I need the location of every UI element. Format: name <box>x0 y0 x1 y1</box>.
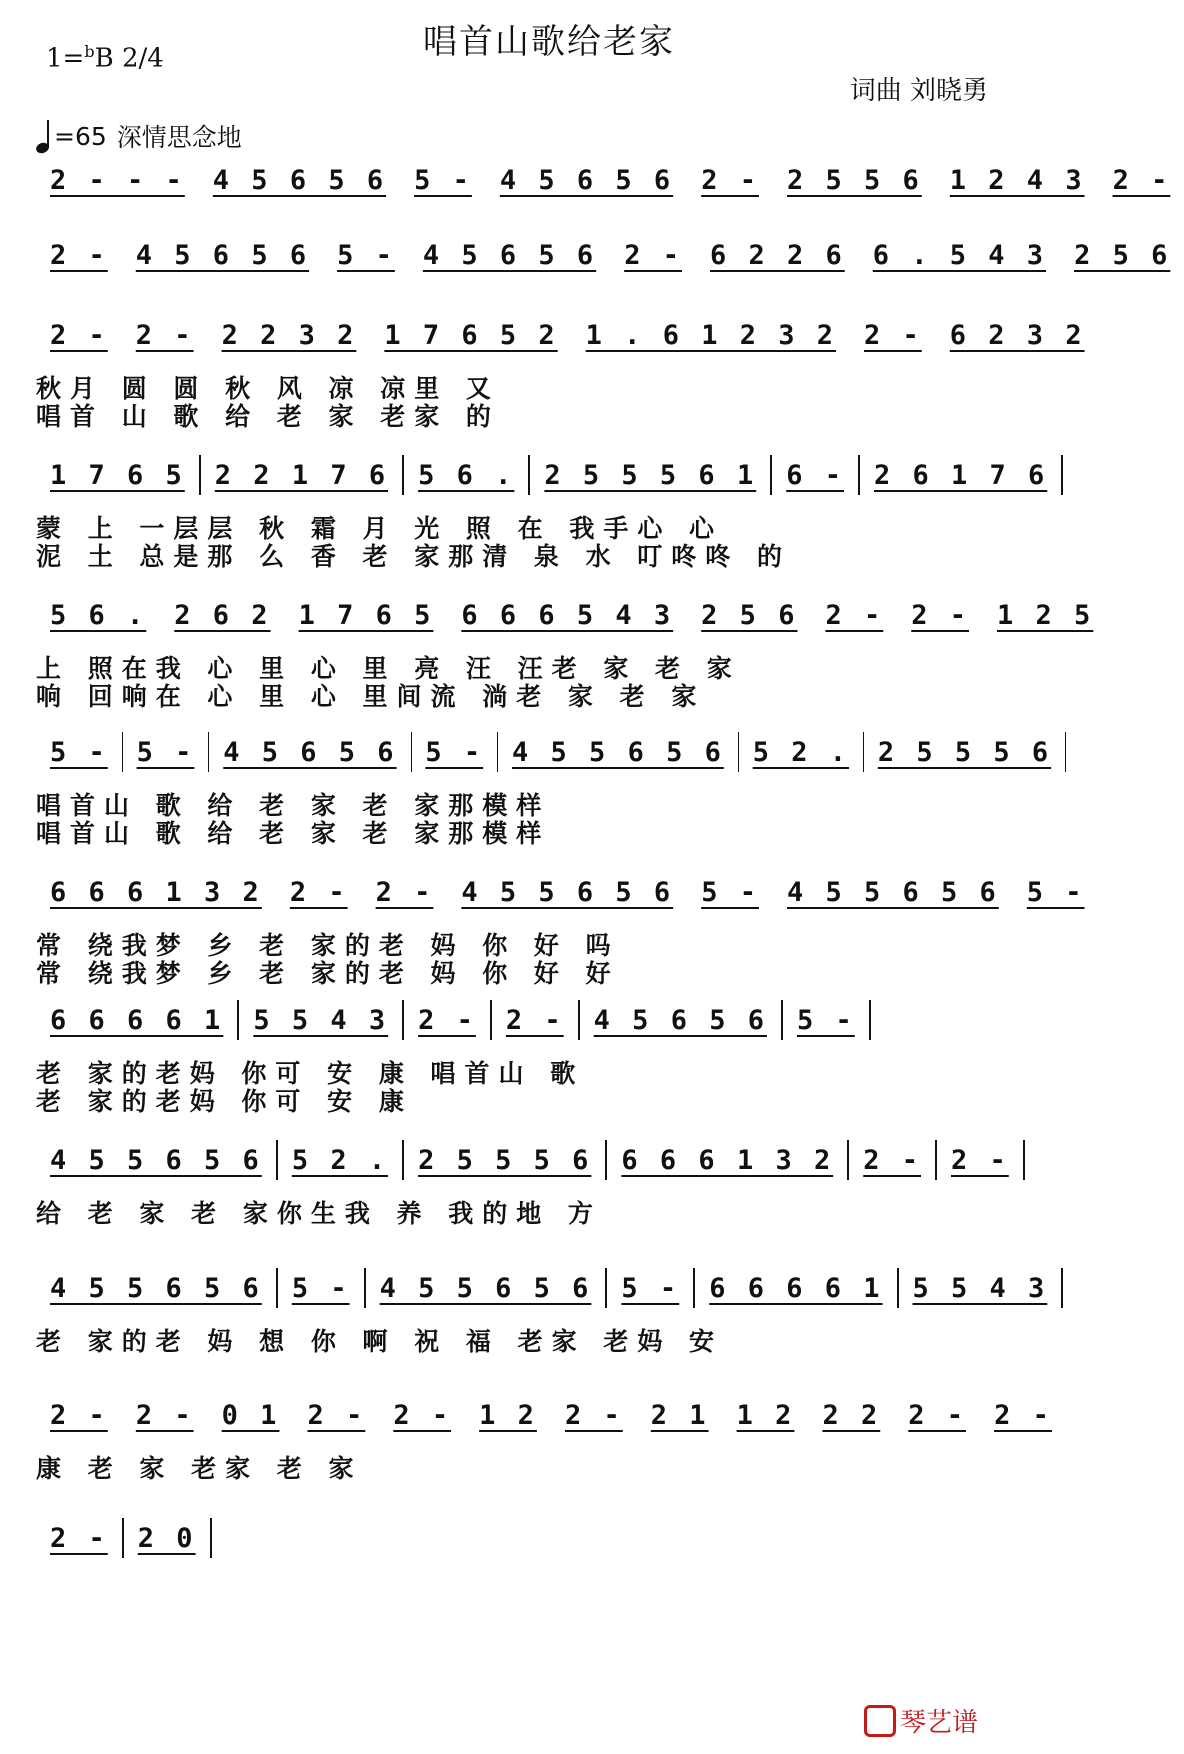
measure: 4 5 6 5 6 <box>212 164 387 196</box>
measure: 2 - - - <box>50 164 185 196</box>
measure: 2 - <box>135 1399 194 1431</box>
key-prefix: 1= <box>46 43 85 74</box>
measure: 1 . 6 1 2 3 2 <box>585 319 836 351</box>
measure: 6 . 5 4 3 <box>872 239 1047 271</box>
measure: 2 5 5 5 6 1 <box>544 459 757 491</box>
measure: 5 6 . <box>50 599 147 631</box>
notes-line <box>36 1130 1066 1190</box>
measure: 5 - <box>291 1272 350 1304</box>
measure: 2 - <box>863 1144 921 1176</box>
measure: 5 - <box>701 876 759 908</box>
measure: 5 - <box>414 164 472 196</box>
score-system <box>36 1258 1066 1378</box>
measure: 2 - <box>375 876 434 908</box>
measure: 6 6 6 5 4 3 <box>461 599 674 631</box>
score-system <box>36 722 1066 848</box>
measure: 2 2 1 7 6 <box>214 459 389 491</box>
notes-line <box>36 585 1094 645</box>
measure: 4 5 6 5 6 <box>499 164 674 196</box>
measure: 2 - <box>951 1144 1009 1176</box>
measure: 2 - <box>994 1399 1052 1431</box>
lyric-line-1: 老 家的老妈 你可 安 康 唱首山 歌 <box>36 1059 585 1088</box>
measure: 2 - <box>911 599 970 631</box>
measure: 2 6 1 7 6 <box>873 459 1048 491</box>
notes-line <box>36 445 1066 505</box>
measure: 2 - <box>135 319 194 351</box>
song-title: 唱首山歌给老家 <box>423 22 675 62</box>
measure: 2 - <box>505 1004 564 1036</box>
notes-line <box>36 1385 1066 1445</box>
measure: 2 - <box>418 1004 476 1036</box>
measure: 5 - <box>1026 876 1085 908</box>
measure: 2 5 6 <box>701 599 798 631</box>
measure: 2 - <box>307 1399 366 1431</box>
bar-line <box>869 1000 871 1040</box>
notes-line <box>36 722 1066 782</box>
measure: 2 - <box>624 239 682 271</box>
measure: 4 5 6 5 6 <box>135 239 310 271</box>
measure: 5 - <box>337 239 395 271</box>
expression-marking: 深情思念地 <box>116 123 242 152</box>
measure: 6 6 6 6 1 <box>709 1272 883 1304</box>
measure: 5 - <box>136 736 195 768</box>
measure: 2 - <box>50 319 108 351</box>
measure: 4 5 6 5 6 <box>422 239 597 271</box>
lyric-line-2: 响 回响在 心 里 心 里间流 淌老 家 老 家 <box>36 682 706 711</box>
measure: 5 - <box>796 1004 855 1036</box>
lyric-line-1: 常 绕我梦 乡 老 家的老 妈 你 好 吗 <box>36 931 620 960</box>
score-system <box>36 1130 1066 1250</box>
quarter-note-icon <box>36 119 50 153</box>
bar-line <box>1061 455 1063 495</box>
lyric-line-1: 蒙 上 一层层 秋 霜 月 光 照 在 我手心 心 <box>36 514 724 543</box>
measure: 6 2 3 2 <box>949 319 1085 351</box>
measure: 6 6 6 1 3 2 <box>621 1144 834 1176</box>
measure: 6 - <box>786 459 844 491</box>
key-signature <box>46 42 164 74</box>
measure: 2 1 <box>650 1399 709 1431</box>
watermark <box>864 1702 978 1739</box>
lyric-line-1: 给 老 家 老 家你生我 养 我的地 方 <box>36 1199 602 1228</box>
score-system <box>36 990 1066 1116</box>
measure: 4 5 6 5 6 <box>593 1004 767 1036</box>
notes-line <box>36 305 1085 365</box>
measure: 5 6 . <box>418 459 515 491</box>
lyric-line-1: 唱首山 歌 给 老 家 老 家那模样 <box>36 791 551 820</box>
notes-line <box>36 150 1171 210</box>
measure: 6 2 2 6 <box>709 239 845 271</box>
measure: 1 7 6 5 <box>298 599 434 631</box>
score-system <box>36 305 1085 431</box>
measure: 2 - <box>50 1522 108 1554</box>
measure: 6 6 6 1 3 2 <box>50 876 262 908</box>
measure: 2 5 6 <box>1074 239 1171 271</box>
measure: 4 5 5 6 5 6 <box>512 736 724 768</box>
measure: 5 - <box>425 736 484 768</box>
measure: 1 2 4 3 <box>949 164 1085 196</box>
measure: 2 6 2 <box>174 599 271 631</box>
measure: 1 2 5 <box>997 599 1094 631</box>
measure: 6 6 6 6 1 <box>50 1004 224 1036</box>
measure: 2 - <box>50 1399 108 1431</box>
bar-line <box>1023 1140 1025 1180</box>
bar-line <box>1065 732 1066 772</box>
measure: 0 1 <box>221 1399 280 1431</box>
score-system <box>36 1385 1066 1505</box>
measure: 1 7 6 5 2 <box>384 319 558 351</box>
bar-line <box>210 1518 212 1558</box>
measure: 2 2 3 2 <box>221 319 357 351</box>
measure: 4 5 5 6 5 6 <box>379 1272 592 1304</box>
notes-line <box>36 862 1085 922</box>
lyric-line-1: 上 照在我 心 里 心 里 亮 汪 汪老 家 老 家 <box>36 654 741 683</box>
measure: 2 5 5 5 6 <box>418 1144 592 1176</box>
measure: 2 - <box>289 876 348 908</box>
measure: 2 5 5 6 <box>786 164 922 196</box>
measure: 4 5 5 6 5 6 <box>50 1144 262 1176</box>
measure: 2 - <box>825 599 884 631</box>
bar-line <box>1061 1268 1063 1308</box>
measure: 5 2 . <box>752 736 849 768</box>
measure: 4 5 6 5 6 <box>223 736 397 768</box>
score-system <box>36 445 1066 571</box>
composer-credit: 词曲 刘晓勇 <box>849 76 988 106</box>
notes-line <box>36 990 1066 1050</box>
lyric-line-2: 唱首 山 歌 给 老 家 老家 的 <box>36 402 500 431</box>
measure: 5 - <box>621 1272 680 1304</box>
key-note: B <box>94 43 114 74</box>
measure: 2 - <box>1112 164 1171 196</box>
score-system <box>36 1508 1066 1628</box>
score-system <box>36 862 1085 988</box>
time-signature: 2/4 <box>121 43 164 74</box>
score-system <box>36 585 1094 711</box>
notes-line <box>36 1508 1066 1568</box>
measure: 2 2 <box>822 1399 881 1431</box>
measure: 2 5 5 5 6 <box>877 736 1052 768</box>
measure: 4 5 5 6 5 6 <box>461 876 674 908</box>
watermark-text: 琴艺谱 <box>899 1708 978 1738</box>
key-flat: b <box>84 42 95 61</box>
measure: 2 - <box>393 1399 452 1431</box>
qinyipu-logo-icon <box>864 1705 896 1737</box>
lyric-line-1: 老 家的老 妈 想 你 啊 祝 福 老家 老妈 安 <box>36 1327 724 1356</box>
measure: 2 0 <box>137 1522 196 1554</box>
lyric-line-2: 常 绕我梦 乡 老 家的老 妈 你 好 好 <box>36 959 620 988</box>
notes-line <box>36 1258 1066 1318</box>
lyric-line-1: 康 老 家 老家 老 家 <box>36 1454 363 1483</box>
notes-line <box>36 225 1171 285</box>
lyric-line-1: 秋月 圆 圆 秋 风 凉 凉里 又 <box>36 374 500 403</box>
measure: 2 - <box>564 1399 623 1431</box>
measure: 1 2 <box>479 1399 537 1431</box>
lyric-line-2: 泥 土 总是那 么 香 老 家那清 泉 水 叮咚咚 的 <box>36 542 792 571</box>
measure: 1 2 <box>736 1399 795 1431</box>
measure: 5 2 . <box>291 1144 389 1176</box>
measure: 2 - <box>50 239 108 271</box>
lyric-line-2: 唱首山 歌 给 老 家 老 家那模样 <box>36 819 551 848</box>
measure: 2 - <box>864 319 922 351</box>
tempo-marking <box>36 118 242 154</box>
measure: 2 - <box>701 164 759 196</box>
measure: 5 5 4 3 <box>912 1272 1048 1304</box>
measure: 2 - <box>908 1399 967 1431</box>
measure: 4 5 5 6 5 6 <box>50 1272 262 1304</box>
tempo-value: =65 <box>54 121 107 151</box>
measure: 5 5 4 3 <box>253 1004 389 1036</box>
measure: 1 7 6 5 <box>50 459 185 491</box>
lyric-line-2: 老 家的老妈 你可 安 康 <box>36 1087 413 1116</box>
measure: 4 5 5 6 5 6 <box>786 876 999 908</box>
measure: 5 - <box>50 736 108 768</box>
